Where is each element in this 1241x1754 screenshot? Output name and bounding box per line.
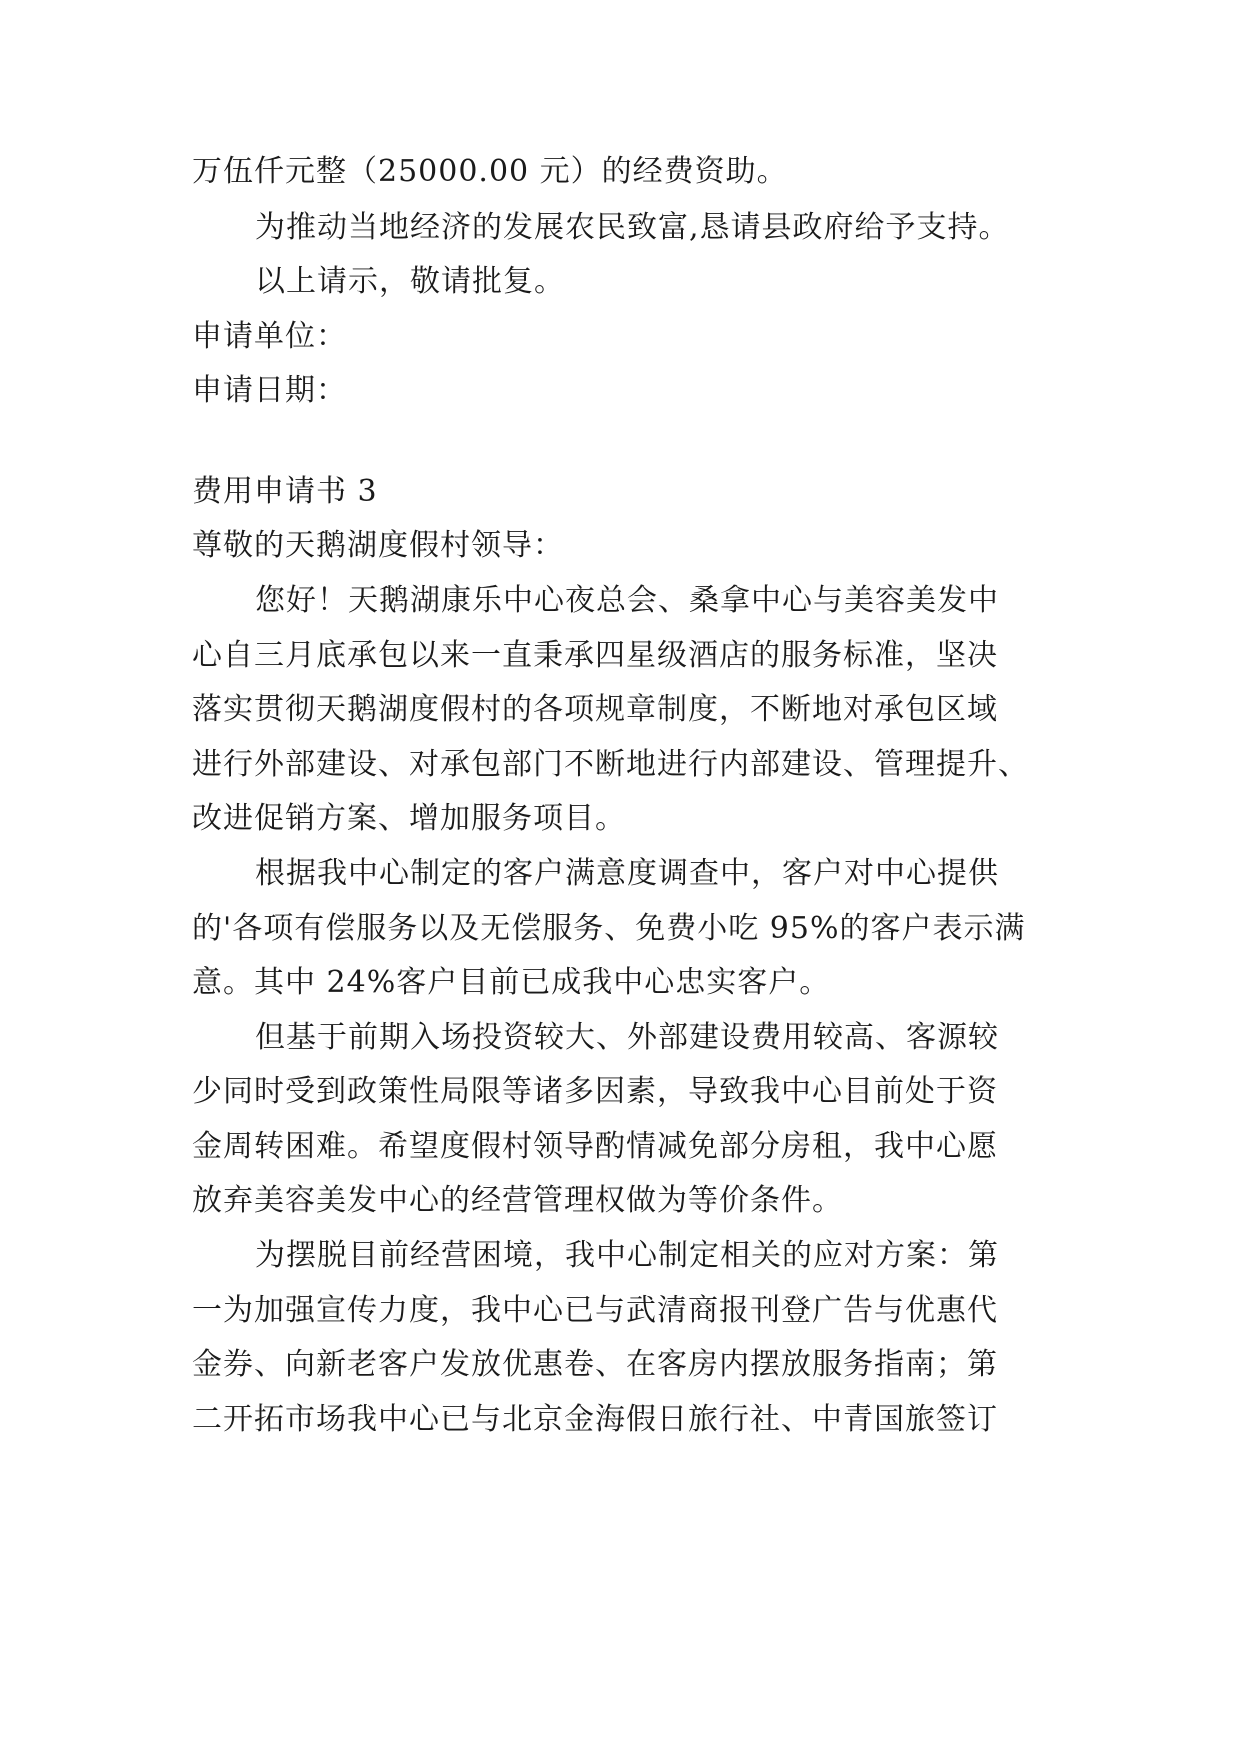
applicant-date-label: 申请日期： xyxy=(192,373,347,408)
body-line: 金周转困难。希望度假村领导酌情减免部分房租，我中心愿 xyxy=(192,1129,998,1164)
body-line: 以上请示，敬请批复。 xyxy=(255,264,565,299)
body-line: 万伍仟元整（25000.00 元）的经费资助。 xyxy=(192,154,788,189)
body-line: 放弃美容美发中心的经营管理权做为等价条件。 xyxy=(192,1183,843,1218)
body-line: 少同时受到政策性局限等诸多因素，导致我中心目前处于资 xyxy=(192,1074,998,1109)
body-line: 改进促销方案、增加服务项目。 xyxy=(192,801,626,836)
body-line: 进行外部建设、对承包部门不断地进行内部建设、管理提升、 xyxy=(192,747,1029,782)
body-line: 为摆脱目前经营困境，我中心制定相关的应对方案：第 xyxy=(255,1238,999,1273)
body-line: 二开拓市场我中心已与北京金海假日旅行社、中青国旅签订 xyxy=(192,1402,998,1437)
body-line: 落实贯彻天鹅湖度假村的各项规章制度，不断地对承包区域 xyxy=(192,692,998,727)
salutation: 尊敬的天鹅湖度假村领导： xyxy=(192,528,564,563)
document-title: 费用申请书 3 xyxy=(192,474,378,509)
body-line: 您好！天鹅湖康乐中心夜总会、桑拿中心与美容美发中 xyxy=(255,583,999,618)
body-line: 为推动当地经济的发展农民致富,恳请县政府给予支持。 xyxy=(255,210,1010,245)
body-line: 一为加强宣传力度，我中心已与武清商报刊登广告与优惠代 xyxy=(192,1293,998,1328)
body-line: 根据我中心制定的客户满意度调查中，客户对中心提供 xyxy=(255,856,999,891)
body-line: 但基于前期入场投资较大、外部建设费用较高、客源较 xyxy=(255,1020,999,1055)
body-line: 心自三月底承包以来一直秉承四星级酒店的服务标准，坚决 xyxy=(192,638,998,673)
body-line: 意。其中 24%客户目前已成我中心忠实客户。 xyxy=(192,965,831,1000)
applicant-unit-label: 申请单位： xyxy=(192,319,347,354)
body-line: 金券、向新老客户发放优惠卷、在客房内摆放服务指南；第 xyxy=(192,1347,998,1382)
body-line: 的'各项有偿服务以及无偿服务、免费小吃 95%的客户表示满 xyxy=(192,911,1026,946)
